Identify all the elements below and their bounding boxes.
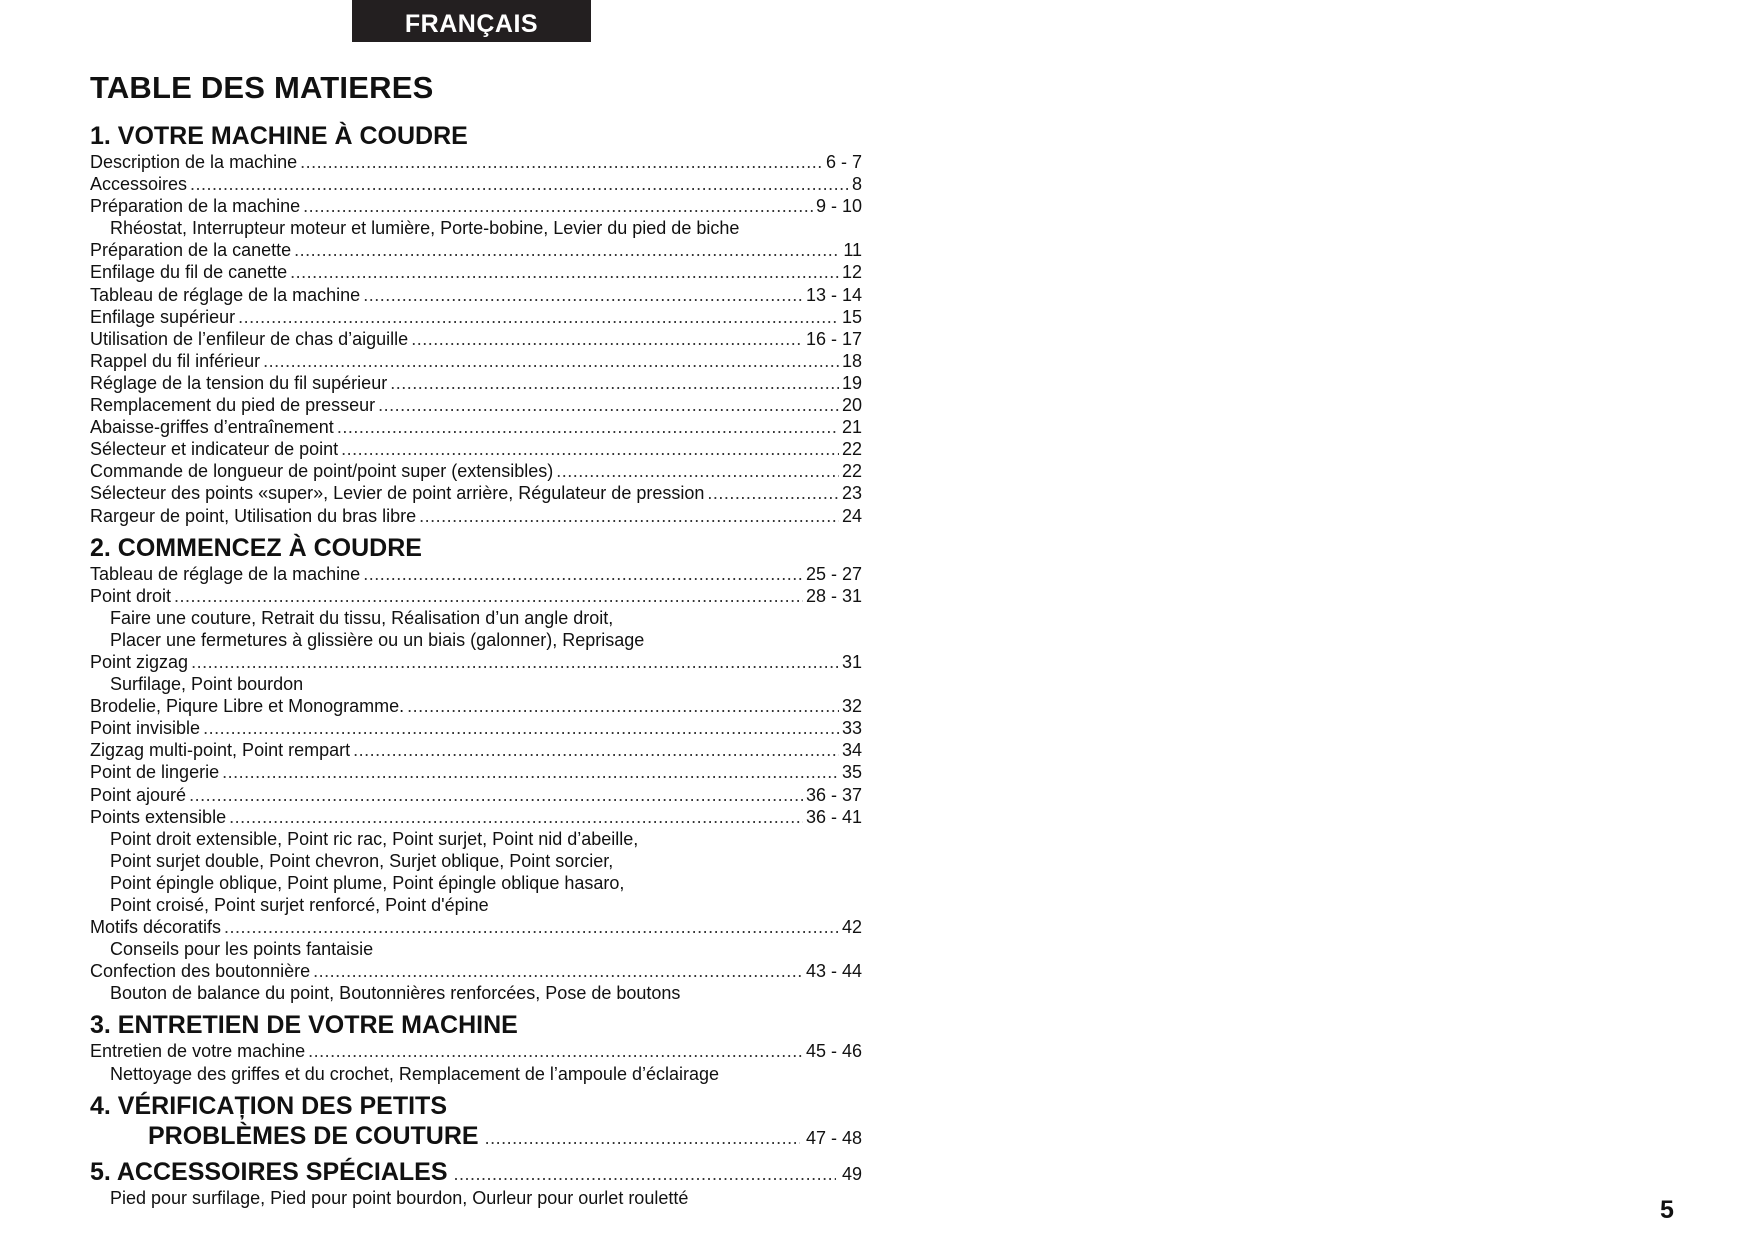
entry-label: Entretien de votre machine bbox=[90, 1041, 306, 1062]
toc-entry bbox=[90, 239, 862, 261]
section-heading: 1. VOTRE MACHINE À COUDRE bbox=[90, 122, 468, 150]
toc-entry bbox=[90, 784, 862, 806]
toc-entry bbox=[90, 651, 862, 673]
dot-leader bbox=[238, 306, 839, 328]
toc-entry bbox=[90, 328, 862, 350]
dot-leader bbox=[556, 460, 839, 482]
entry-page: 36 - 41 bbox=[805, 806, 862, 827]
dot-leader bbox=[485, 1128, 800, 1149]
entry-label: Tableau de réglage de la machine bbox=[90, 563, 361, 584]
entry-subtopics: Point croisé, Point surjet renforcé, Point d'épine bbox=[110, 895, 489, 915]
entry-page: 9 - 10 bbox=[815, 196, 862, 217]
toc-entry bbox=[90, 151, 862, 173]
toc-entry bbox=[90, 306, 862, 328]
section-heading: 3. ENTRETIEN DE VOTRE MACHINE bbox=[90, 1011, 518, 1040]
toc-entry bbox=[90, 1040, 862, 1062]
toc-section bbox=[90, 1091, 862, 1151]
toc-entry bbox=[90, 350, 862, 372]
dot-leader bbox=[303, 195, 813, 217]
toc-section bbox=[90, 1010, 862, 1084]
dot-leader bbox=[224, 916, 839, 938]
section-heading: 5. ACCESSOIRES SPÉCIALES bbox=[90, 1157, 448, 1186]
entry-page: 49 bbox=[841, 1163, 862, 1184]
dot-leader bbox=[341, 438, 839, 460]
language-tab: FRANÇAIS bbox=[352, 0, 591, 42]
entry-label: Sélecteur des points «super», Levier de point arrière, Régulateur de pression bbox=[90, 483, 705, 504]
entry-label: Brodelie, Piqure Libre et Monogramme. bbox=[90, 696, 405, 717]
entry-page: 12 bbox=[841, 262, 862, 283]
toc-entry bbox=[90, 482, 862, 504]
entry-page: 13 - 14 bbox=[805, 284, 862, 305]
toc-entry bbox=[90, 284, 862, 306]
toc-entry bbox=[90, 460, 862, 482]
entry-label: Point zigzag bbox=[90, 651, 189, 672]
entry-label: Enfilage supérieur bbox=[90, 306, 236, 327]
dot-leader bbox=[190, 173, 849, 195]
entry-page: 35 bbox=[841, 762, 862, 783]
dot-leader bbox=[308, 1040, 803, 1062]
entry-page: 25 - 27 bbox=[805, 563, 862, 584]
entry-subtopics: Pied pour surfilage, Pied pour point bourdon, Ourleur pour ourlet rouletté bbox=[110, 1187, 689, 1208]
entry-label: Points extensible bbox=[90, 806, 227, 827]
toc-entry bbox=[90, 806, 862, 828]
entry-label: Tableau de réglage de la machine bbox=[90, 284, 361, 305]
entry-subtopics: Point surjet double, Point chevron, Surjet oblique, Point sorcier, bbox=[110, 850, 614, 871]
entry-subtopics: Nettoyage des griffes et du crochet, Remplacement de l’ampoule d’éclairage bbox=[110, 1063, 720, 1084]
toc-section bbox=[90, 1157, 862, 1209]
entry-subtopics: Conseils pour les points fantaisie bbox=[110, 939, 374, 960]
entry-label: Zigzag multi-point, Point rempart bbox=[90, 740, 351, 761]
entry-page: 45 - 46 bbox=[805, 1041, 862, 1062]
dot-leader bbox=[203, 717, 839, 739]
entry-page: 32 bbox=[841, 696, 862, 717]
dot-leader bbox=[353, 739, 839, 761]
entry-page: 20 bbox=[841, 395, 862, 416]
dot-leader bbox=[300, 151, 823, 173]
entry-subtopics: Point épingle oblique, Point plume, Point épingle oblique hasaro, bbox=[110, 872, 625, 893]
dot-leader bbox=[222, 761, 839, 783]
toc-entry bbox=[90, 585, 862, 607]
toc-entry bbox=[90, 394, 862, 416]
toc-section bbox=[90, 121, 862, 527]
entry-page: 31 bbox=[841, 651, 862, 672]
entry-label: Commande de longueur de point/point super (extensibles) bbox=[90, 461, 554, 482]
dot-leader bbox=[313, 960, 803, 982]
dot-leader bbox=[390, 372, 839, 394]
entry-page: 11 bbox=[843, 240, 862, 261]
dot-leader bbox=[411, 328, 803, 350]
entry-page: 34 bbox=[841, 740, 862, 761]
entry-page: 18 bbox=[841, 350, 862, 371]
dot-leader bbox=[407, 695, 839, 717]
page-number: 5 bbox=[1660, 1196, 1674, 1224]
entry-page: 6 - 7 bbox=[825, 152, 862, 172]
dot-leader bbox=[363, 284, 803, 306]
toc-entry bbox=[90, 416, 862, 438]
entry-page: 22 bbox=[841, 461, 862, 482]
toc-entry bbox=[90, 717, 862, 739]
toc-entry bbox=[90, 695, 862, 717]
entry-label: Rargeur de point, Utilisation du bras libre bbox=[90, 505, 417, 526]
entry-page: 22 bbox=[841, 439, 862, 460]
entry-subtopics: Placer une fermetures à glissière ou un biais (galonner), Reprisage bbox=[110, 629, 645, 650]
toc-entry bbox=[90, 438, 862, 460]
dot-leader bbox=[229, 806, 803, 828]
dot-leader bbox=[337, 416, 839, 438]
dot-leader bbox=[378, 394, 839, 416]
entry-label: Point invisible bbox=[90, 718, 201, 739]
entry-label: Point de lingerie bbox=[90, 762, 220, 783]
section-heading: 4. VÉRIFICAȚION DES PETITS bbox=[90, 1091, 447, 1120]
entry-label: Préparation de la canette bbox=[90, 240, 292, 261]
toc-entry bbox=[90, 739, 862, 761]
toc-entry bbox=[90, 761, 862, 783]
section-heading-continued bbox=[90, 1121, 862, 1151]
dot-leader bbox=[363, 563, 803, 585]
section-heading: 2. COMMENCEZ À COUDRE bbox=[90, 533, 422, 562]
toc-entry bbox=[90, 563, 862, 585]
page-title: TABLE DES MATIERES bbox=[90, 70, 434, 105]
toc-entry bbox=[90, 173, 862, 195]
dot-leader bbox=[174, 585, 803, 607]
table-of-contents bbox=[90, 121, 862, 1215]
entry-label: Confection des boutonnière bbox=[90, 961, 311, 982]
dot-leader bbox=[707, 482, 839, 504]
entry-page: 43 - 44 bbox=[805, 961, 862, 982]
toc-entry bbox=[90, 372, 862, 394]
entry-label: Remplacement du pied de presseur bbox=[90, 395, 376, 416]
entry-label: Point droit bbox=[90, 585, 172, 606]
entry-label: Sélecteur et indicateur de point bbox=[90, 439, 339, 460]
entry-subtopics: Rhéostat, Interrupteur moteur et lumière, Porte-bobine, Levier du pied de biche bbox=[110, 218, 740, 239]
dot-leader bbox=[263, 350, 839, 372]
toc-entry bbox=[90, 505, 862, 527]
toc-entry bbox=[90, 261, 862, 283]
dot-leader bbox=[294, 239, 840, 261]
entry-label: Réglage de la tension du fil supérieur bbox=[90, 372, 388, 393]
entry-label: Rappel du fil inférieur bbox=[90, 350, 261, 371]
entry-label: Point ajouré bbox=[90, 784, 187, 805]
entry-page: 21 bbox=[841, 417, 862, 438]
entry-page: 19 bbox=[841, 372, 862, 393]
entry-page: 24 bbox=[841, 505, 862, 526]
entry-page: 36 - 37 bbox=[805, 784, 862, 805]
entry-subtopics: Surfilage, Point bourdon bbox=[110, 674, 304, 695]
entry-page: 15 bbox=[841, 306, 862, 327]
toc-entry bbox=[90, 960, 862, 982]
entry-label: Utilisation de l’enfileur de chas d’aiguille bbox=[90, 328, 409, 349]
dot-leader bbox=[191, 651, 839, 673]
entry-label: Préparation de la machine bbox=[90, 196, 301, 217]
entry-subtopics: Point droit extensible, Point ric rac, Point surjet, Point nid d’abeille, bbox=[110, 828, 639, 849]
dot-leader bbox=[419, 505, 839, 527]
entry-label: Motifs décoratifs bbox=[90, 917, 222, 938]
toc-entry bbox=[90, 916, 862, 938]
toc-section bbox=[90, 533, 862, 1005]
entry-label: Enfilage du fil de canette bbox=[90, 262, 288, 283]
entry-page: 28 - 31 bbox=[805, 585, 862, 606]
entry-page: 42 bbox=[841, 917, 862, 938]
entry-subtopics: Bouton de balance du point, Boutonnières renforcées, Pose de boutons bbox=[110, 983, 681, 1004]
dot-leader bbox=[290, 261, 839, 283]
entry-label: Abaisse-griffes d’entraînement bbox=[90, 417, 334, 438]
section-heading-row bbox=[90, 1157, 862, 1187]
entry-page: 16 - 17 bbox=[805, 328, 862, 349]
entry-page: 33 bbox=[841, 718, 862, 739]
entry-page: 23 bbox=[841, 483, 862, 504]
entry-subtopics: Faire une couture, Retrait du tissu, Réalisation d’un angle droit, bbox=[110, 607, 614, 628]
entry-page: 47 - 48 bbox=[805, 1127, 862, 1148]
toc-entry bbox=[90, 195, 862, 217]
dot-leader bbox=[189, 784, 803, 806]
section-heading-line2: PROBLÈMES DE COUTURE bbox=[148, 1121, 479, 1150]
entry-label: Accessoires bbox=[90, 174, 188, 195]
entry-label: Description de la machine bbox=[90, 152, 298, 172]
entry-page: 8 bbox=[851, 174, 862, 195]
dot-leader bbox=[454, 1164, 836, 1185]
